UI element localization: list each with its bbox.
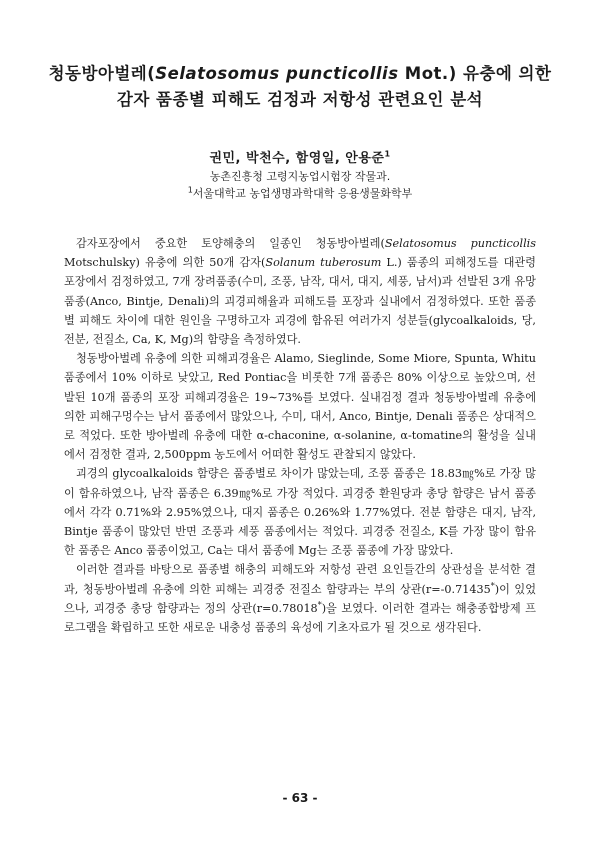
- title-text-end: Mot.) 유충에 의한: [398, 64, 552, 83]
- title-line-1: [30, 60, 570, 84]
- page-number: - 63 -: [282, 791, 318, 805]
- abstract-paragraph-3: 괴경의 glycoalkaloids 함량은 품종별로 차이가 많았는데, 조풍 품종은 18.83㎎%로 가장 많이 함유하였으나, 남작 품종은 6.39㎎%로 가장 적었다. 괴경중 환원당과 총당 함량은 남서 품종에서 각각 0.71%와 2.95%였으나, 대지 품종은 0.26%와 1.77%였다. 전분 함량은 대지, 남작, Bintje 품종이 많았던 반면 조풍과 세풍 품종에서는 적었다. 괴경중 전질소, K를 가장 많이 함유한 품종은 Anco 품종이었고, Ca는 대서 품종에 Mg는 조풍 품종에 가장 많았다.: [64, 467, 536, 558]
- abstract-paragraph-4: [64, 560, 536, 637]
- author-names: 권민, 박천수, 함영일, 안용준: [209, 151, 385, 166]
- title-scientific-name: Selatosomus puncticollis: [155, 64, 399, 83]
- title-text: 청동방아벌레(: [48, 64, 156, 83]
- abstract-paragraph-2: 청동방아벌레 유충에 의한 피해괴경율은 Alamo, Sieglinde, Some Miore, Spunta, Whitu 품종에서 10% 이하로 낮았고, Red Pontiac을 비롯한 7개 품종은 80% 이상으로 높았으며, 선발된 10개 품종의 포장 피해괴경율은 19∼73%를 보였다. 실내검정 결과 청동방아벌레 유충에 의한 피해구멍수는 남서 품종에서 많았으나, 수미, 대서, Anco, Bintje, Denali 품종은 상대적으로 적었다. 또한 방아벌레 유충에 대한 α-chaconine, α-solanine, α-tomatine의 활성을 실내에서 검정한 결과, 2,500ppm 농도에서 어떠한 활성도 관찰되지 않았다.: [64, 352, 536, 462]
- title-line-2: 감자 품종별 피해도 검정과 저항성 관련요인 분석: [116, 90, 484, 109]
- affiliation-superscript: 1: [187, 185, 193, 195]
- author-superscript: 1: [384, 149, 391, 159]
- affiliation-1: 농촌진흥청 고령지농업시험장 작물과.: [209, 170, 391, 183]
- abstract-text: Motschulsky) 유충에 의한 50개 감자(: [64, 256, 266, 270]
- scientific-name: Selatosomus puncticollis: [384, 237, 537, 250]
- scientific-name: Solanum tuberosum: [265, 256, 382, 270]
- significance-marker: *: [490, 580, 495, 590]
- abstract-paragraph-1: [64, 234, 536, 349]
- significance-marker: *: [317, 600, 322, 610]
- abstract-text: L.) 품종의 피해정도를 대관령 포장에서 검정하였고, 7개 장려품종(수미, 조풍, 남작, 대서, 대지, 세풍, 남서)과 선발된 3개 유망품종(Anco, Bintje, Denali)의 괴경피해율과 피해도를 포장과 실내에서 검정하였다. 또한 품종별 피해도 차이에 대한 원인을 구명하고자 괴경에 함유된 여러가지 성분들(glycoalkaloids, 당, 전분, 전질소, Ca, K, Mg)의 함량을 측정하였다.: [64, 256, 536, 347]
- affiliation-2-text: 서울대학교 농업생명과학대학 응용생물화학부: [192, 187, 413, 200]
- abstract-text: 감자포장에서 중요한 토양해충의 일종인 청동방아벌레(: [76, 237, 385, 250]
- abstract-text: 이러한 결과를 바탕으로 품종별 해충의 피해도와 저항성 관련 요인들간의 상관성을 분석한 결과, 청동방아벌레 유충에 의한 피해는 괴경중 전질소 함량과는 부의 상관(r=-0.71435: [64, 563, 536, 596]
- abstract-text: )이 있었으나, 괴경중 총당 함량과는 정의 상관(r=0.78018: [64, 582, 537, 615]
- abstract-body: [64, 234, 536, 637]
- author-list: [0, 147, 600, 166]
- affiliation-2: [0, 185, 600, 201]
- abstract-text: )을 보였다. 이러한 결과는 해충종합방제 프로그램을 확립하고 또한 새로운 내충성 품종의 육성에 기초자료가 될 것으로 생각된다.: [64, 601, 536, 635]
